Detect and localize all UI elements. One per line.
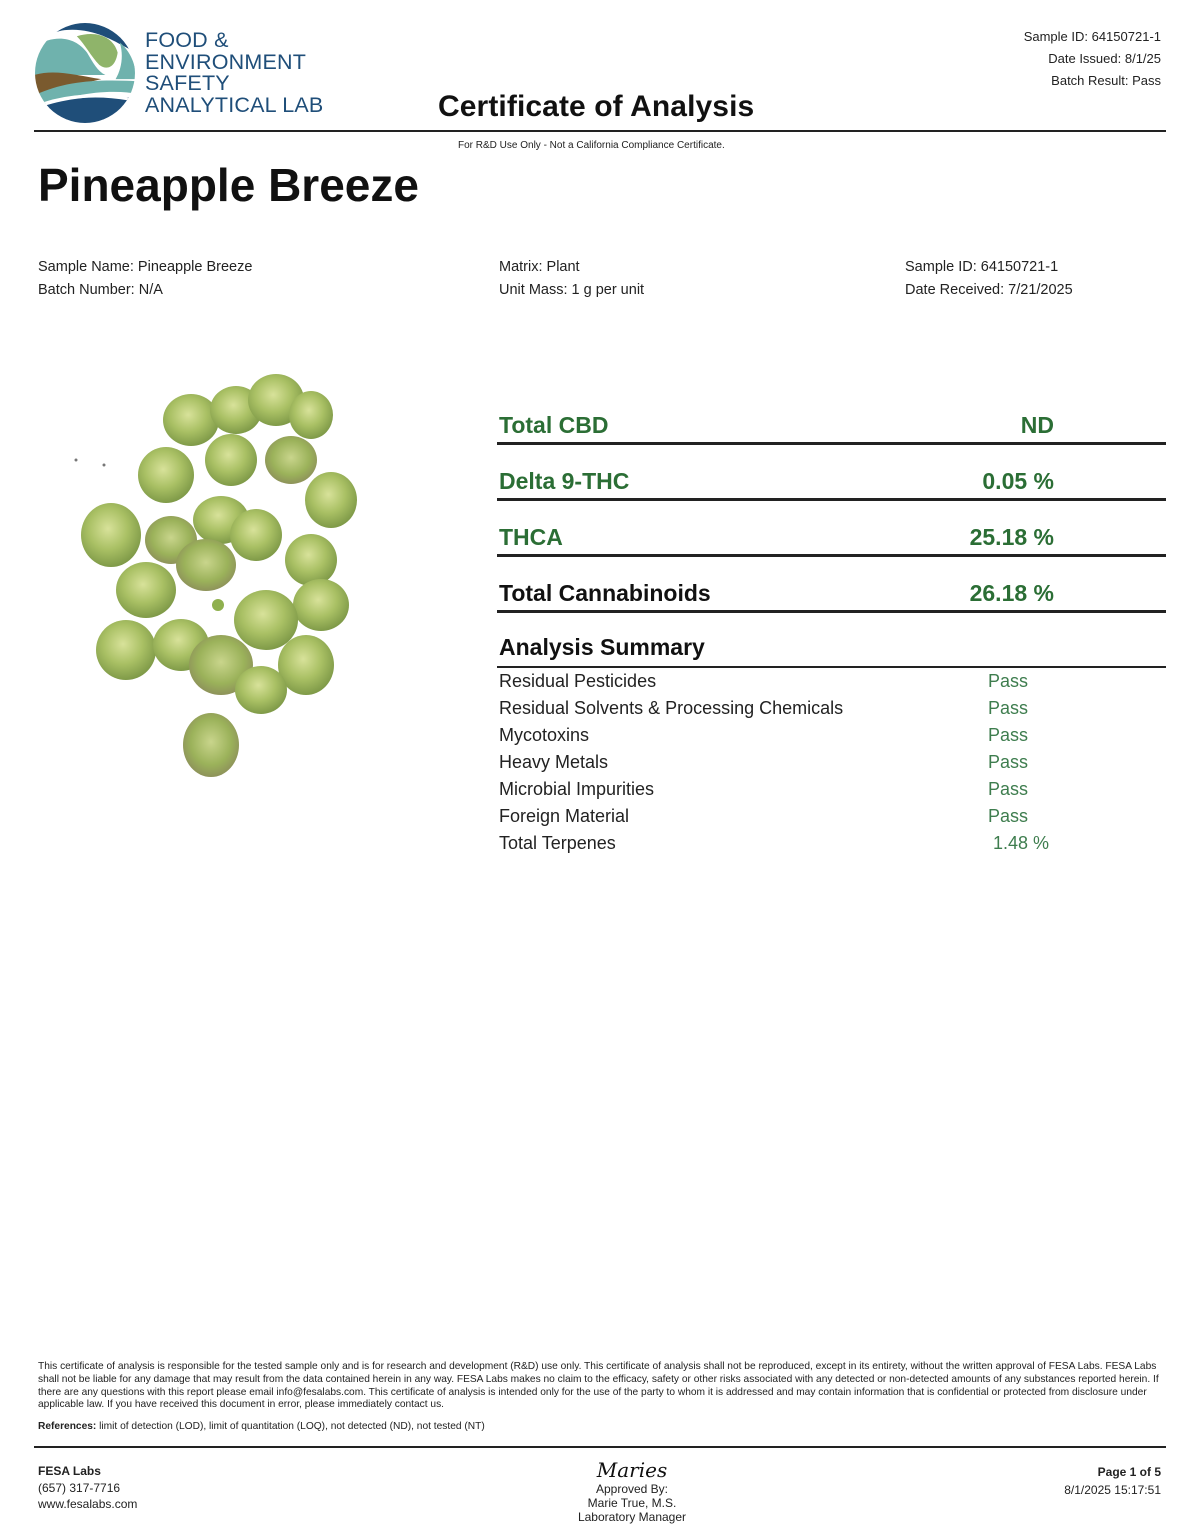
summary-status: Pass [988, 698, 1029, 718]
unit-mass: Unit Mass: 1 g per unit [499, 282, 645, 298]
summary-item-terpenes [499, 830, 1166, 857]
footer-divider [34, 1446, 1166, 1448]
approver-name: Marie True, M.S. [587, 1496, 677, 1510]
summary-status: Pass [988, 725, 1029, 745]
header-date-issued: Date Issued: 8/1/25 [1048, 51, 1161, 66]
references-label: References: [38, 1421, 97, 1432]
result-label: Total Cannabinoids [499, 580, 711, 606]
compliance-note: For R&D Use Only - Not a California Compliance Certificate. [458, 140, 725, 151]
analysis-summary-title: Analysis Summary [499, 634, 705, 660]
lab-logo-text [145, 30, 323, 116]
generated-timestamp: 8/1/2025 15:17:51 [1064, 1483, 1161, 1497]
summary-item-solvents [499, 695, 1166, 722]
disclaimer-text: This certificate of analysis is responsible for the tested sample only and is for research and development (R&D) use only. This certificate of analysis shall not be reproduced, except in its entirety, without the written approval of FESA Labs. FESA Labs shall not be liable for any damage that may result from the data contained herein in any way. FESA Labs makes no claim to the efficacy, safety or other risks associated with any detected or non-detected amounts of any substances reported herein. If there are any questions with this report please email info@fesalabs.com. This certificate of analysis is intended only for the use of the party to whom it is addressed and may contain information that is confidential or protected from disclosure under applicable law. If you have received this document in error, please immediately contact us. [38, 1361, 1159, 1411]
lab-name: FESA Labs [38, 1464, 101, 1478]
result-label: Total CBD [499, 412, 609, 438]
date-received: Date Received: 7/21/2025 [905, 282, 1073, 298]
summary-value: 1.48 % [993, 833, 1050, 853]
summary-label: Foreign Material [499, 806, 630, 826]
result-row-thca [497, 501, 1166, 557]
header-batch-result: Batch Result: Pass [1051, 73, 1161, 88]
analysis-summary-list [499, 668, 1166, 857]
logo-line: SAFETY [145, 71, 230, 95]
batch-number: Batch Number: N/A [38, 282, 163, 298]
result-label: THCA [499, 524, 563, 550]
signature: Maries [596, 1458, 668, 1482]
summary-item-pesticides [499, 668, 1166, 695]
approver-title: Laboratory Manager [577, 1510, 687, 1524]
page-info [1064, 1463, 1161, 1499]
summary-item-microbial [499, 776, 1166, 803]
result-label: Delta 9-THC [499, 468, 630, 494]
sample-name: Sample Name: Pineapple Breeze [38, 259, 253, 275]
summary-status: Pass [988, 806, 1029, 826]
summary-label: Mycotoxins [499, 725, 590, 745]
header-divider [34, 130, 1166, 132]
sample-info-column [38, 256, 252, 302]
summary-label: Total Terpenes [499, 833, 616, 853]
summary-label: Residual Solvents & Processing Chemicals [499, 698, 844, 718]
page-number: Page 1 of 5 [1097, 1465, 1161, 1479]
document-title: Certificate of Analysis [438, 90, 755, 123]
summary-item-heavy-metals [499, 749, 1166, 776]
references [38, 1421, 485, 1432]
logo-line: ENVIRONMENT [145, 49, 307, 74]
matrix: Matrix: Plant [499, 259, 580, 275]
summary-item-mycotoxins [499, 722, 1166, 749]
summary-item-foreign-material [499, 803, 1166, 830]
logo-line: FOOD & [145, 28, 229, 52]
result-value: 0.05 % [982, 468, 1054, 494]
lab-website[interactable]: www.fesalabs.com [38, 1497, 138, 1511]
product-name: Pineapple Breeze [38, 159, 419, 211]
lab-logo-icon [34, 22, 136, 124]
summary-label: Heavy Metals [499, 752, 609, 772]
summary-status: Pass [988, 671, 1029, 691]
result-value: 25.18 % [969, 524, 1054, 550]
lab-logo [34, 22, 324, 126]
result-row-delta9-thc [497, 445, 1166, 501]
summary-label: Residual Pesticides [499, 671, 657, 691]
approved-by-label: Approved By: [595, 1482, 669, 1496]
sample-photo [36, 320, 416, 860]
lab-contact [38, 1463, 137, 1513]
header-meta [1024, 26, 1161, 92]
result-value: 26.18 % [969, 580, 1054, 606]
header-sample-id: Sample ID: 64150721-1 [1023, 29, 1161, 44]
result-row-total-cannabinoids [497, 557, 1166, 613]
summary-status: Pass [988, 752, 1029, 772]
id-info-column [905, 256, 1073, 302]
result-row-total-cbd [497, 389, 1166, 445]
references-text: limit of detection (LOD), limit of quantitation (LOQ), not detected (ND), not tested (NT) [96, 1421, 485, 1432]
logo-line: ANALYTICAL LAB [145, 92, 324, 117]
lab-phone: (657) 317-7716 [38, 1480, 121, 1495]
summary-label: Microbial Impurities [499, 779, 655, 799]
approval-block [532, 1458, 732, 1524]
matrix-info-column [499, 256, 644, 302]
result-value: ND [1020, 412, 1054, 438]
sample-id: Sample ID: 64150721-1 [905, 259, 1059, 275]
summary-status: Pass [988, 779, 1029, 799]
